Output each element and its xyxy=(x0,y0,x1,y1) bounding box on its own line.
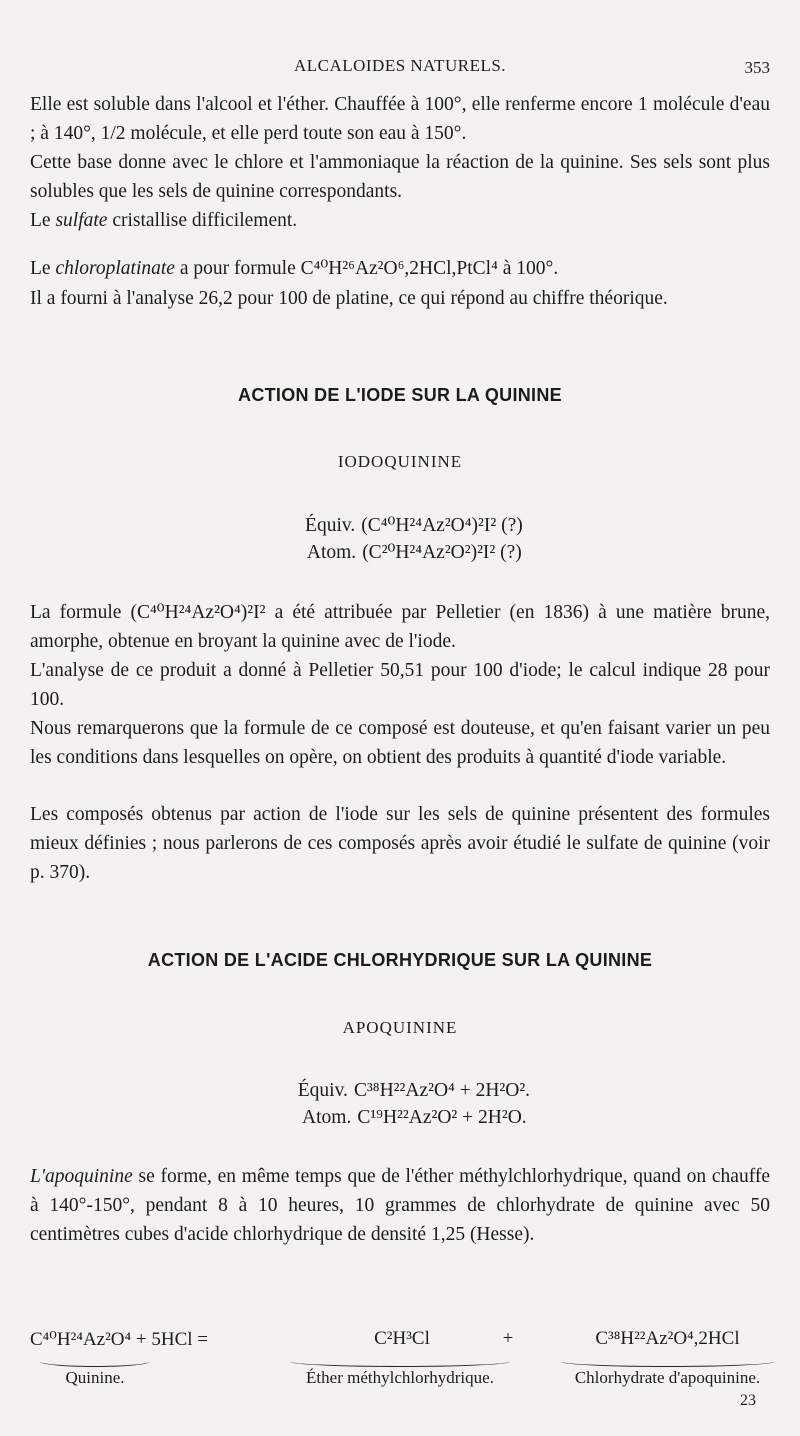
formula-equiv-iodoquinine xyxy=(0,513,800,539)
formula-label: Équiv. xyxy=(297,1080,348,1101)
formula-text: (C⁴⁰H²⁴Az²O⁴)²I² (?) xyxy=(361,515,523,536)
paragraph-composes-obtenus: Les composés obtenus par action de l'iode sur les sels de quinine présentent des formules mieux définies ; nous parlerons de ces composés après avoir étudié le sulfate de quinine (voir p. 370). xyxy=(30,804,770,883)
paragraph-sulfate: Le sulfate cristallise difficilement. xyxy=(30,210,298,231)
brace-quinine xyxy=(40,1356,150,1367)
formula-atom-apoquinine xyxy=(0,1105,800,1131)
running-head: ALCALOIDES NATURELS. xyxy=(293,56,507,75)
brace-ether xyxy=(290,1356,510,1367)
formula-text: C³⁸H²²Az²O⁴ + 2H²O². xyxy=(353,1080,531,1101)
reaction-equation xyxy=(30,1328,780,1388)
formula-label: Équiv. xyxy=(305,515,356,536)
equation-product-apoquinine: C³⁸H²²Az²O⁴,2HCl xyxy=(595,1328,740,1349)
formula-text: (C²⁰H²⁴Az²O²)²I² (?) xyxy=(362,542,522,563)
formula-label: Atom. xyxy=(302,1107,352,1128)
paragraph-chloroplatinate: Le chloroplatinate a pour formule C⁴⁰H²⁶Az²O⁶,2HCl,PtCl⁴ à 100°. xyxy=(30,258,559,279)
brace-apoquinine xyxy=(560,1356,775,1367)
signature-number: 23 xyxy=(740,1392,756,1409)
equation-plus: + xyxy=(502,1328,514,1349)
equation-reactants: C⁴⁰H²⁴Az²O⁴ + 5HCl = xyxy=(30,1329,209,1350)
formula-atom-iodoquinine xyxy=(0,540,800,566)
formula-equiv-apoquinine xyxy=(0,1078,800,1104)
paragraph-platinum-analysis: Il a fourni à l'analyse 26,2 pour 100 de platine, ce qui répond au chiffre théorique. xyxy=(30,288,668,309)
subtitle-apoquinine: APOQUININE xyxy=(342,1018,458,1037)
formula-label: Atom. xyxy=(306,542,357,563)
formula-text: C¹⁹H²²Az²O² + 2H²O. xyxy=(357,1107,527,1128)
subtitle-iodoquinine: IODOQUININE xyxy=(337,452,463,471)
paragraph-base-reaction: Cette base donne avec le chlore et l'ammoniaque la réaction de la quinine. Ses sels sont plus solubles que les sels de quinine correspondants. xyxy=(30,152,770,202)
section-title-acide-chlorhydrique: ACTION DE L'ACIDE CHLORHYDRIQUE SUR LA QUININE xyxy=(147,950,653,970)
equation-product-ether: C²H³Cl xyxy=(374,1328,430,1349)
label-ether: Éther méthylchlorhydrique. xyxy=(306,1368,494,1387)
label-quinine: Quinine. xyxy=(65,1368,125,1387)
section-title-iode: ACTION DE L'IODE SUR LA QUININE xyxy=(238,385,562,405)
paragraph-iode-analysis: L'analyse de ce produit a donné à Pelletier 50,51 pour 100 d'iode; le calcul indique 28 pour 100. xyxy=(30,660,770,710)
paragraph-apoquinine-formation: L'apoquinine se forme, en même temps que de l'éther méthylchlorhydrique, quand on chauffe à 140°-150°, pendant 8 à 10 heures, 10 grammes de chlorhydrate de quinine avec 50 centimètres cubes d'acide chlorhydrique de densité 1,25 (Hesse). xyxy=(30,1166,770,1245)
label-chlorhydrate: Chlorhydrate d'apoquinine. xyxy=(574,1368,761,1387)
page-number: 353 xyxy=(744,58,770,77)
paragraph-solubility: Elle est soluble dans l'alcool et l'éther. Chauffée à 100°, elle renferme encore 1 molécule d'eau ; à 140°, 1/2 molécule, et elle perd toute son eau à 150°. xyxy=(30,94,770,144)
paragraph-doubtful-formula: Nous remarquerons que la formule de ce composé est douteuse, et qu'en faisant varier un peu les conditions dans lesquelles on opère, on obtient des produits à quantité d'iode variable. xyxy=(30,718,770,768)
paragraph-pelletier-formula: La formule (C⁴⁰H²⁴Az²O⁴)²I² a été attribuée par Pelletier (en 1836) à une matière brune, amorphe, obtenue en broyant la quinine avec de l'iode. xyxy=(30,602,770,652)
